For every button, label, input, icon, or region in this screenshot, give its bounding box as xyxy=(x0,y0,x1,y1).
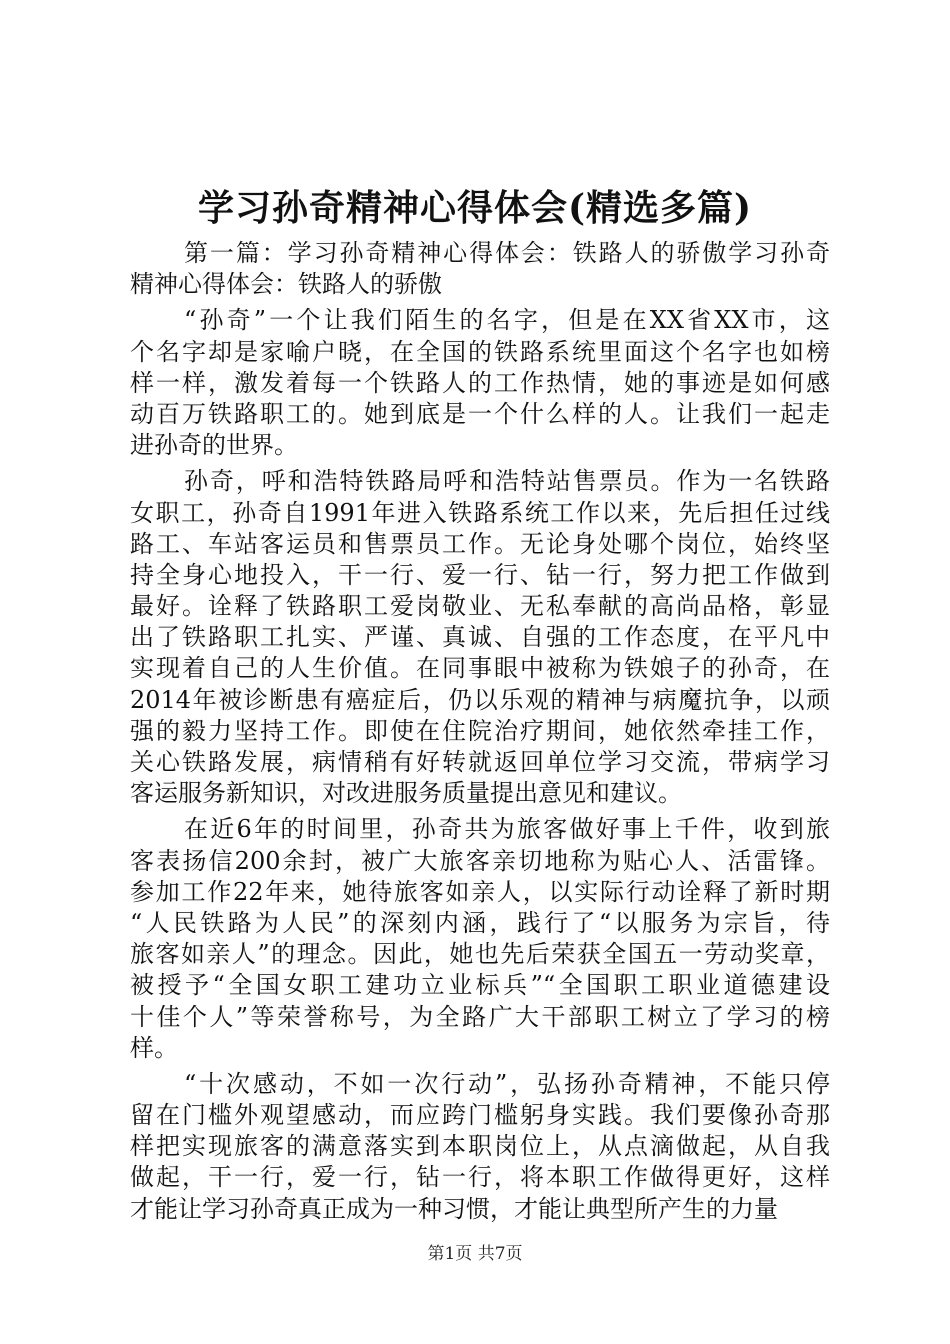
text-line: 关心铁路发展，病情稍有好转就返回单位学习交流，带病学习 xyxy=(130,748,830,776)
text-line: 个名字却是家喻户晓，在全国的铁路系统里面这个名字也如榜 xyxy=(130,337,830,366)
text-line: 参加工作22年来，她待旅客如亲人，以实际行动诠释了新时期 xyxy=(130,877,830,906)
text-line: 路工、车站客运员和售票员工作。无论身处哪个岗位，始终坚 xyxy=(130,529,830,558)
text-line: 实现着自己的人生价值。在同事眼中被称为铁娘子的孙奇，在 xyxy=(130,654,830,683)
paragraph xyxy=(130,1069,830,1225)
text-line: 才能让学习孙奇真正成为一种习惯，才能让典型所产生的力量 xyxy=(130,1194,778,1223)
page-footer: 第1页 共7页 xyxy=(427,1244,523,1264)
document-title: 学习孙奇精神心得体会(精选多篇) xyxy=(197,187,753,229)
text-line: 旅客如亲人”的理念。因此，她也先后荣获全国五一劳动奖章， xyxy=(130,940,830,969)
text-line: 客运服务新知识，对改进服务质量提出意见和建议。 xyxy=(130,779,682,808)
paragraph xyxy=(130,305,830,461)
text-line: 女职工，孙奇自1991年进入铁路系统工作以来，先后担任过线 xyxy=(130,498,830,527)
text-line: 留在门槛外观望感动，而应跨门槛躬身实践。我们要像孙奇那 xyxy=(130,1101,830,1130)
document-body xyxy=(130,238,830,1225)
text-line: 持全身心地投入，干一行、爱一行、钻一行，努力把工作做到 xyxy=(130,560,830,589)
paragraph xyxy=(130,238,830,300)
text-line: 被授予“全国女职工建功立业标兵”“全国职工职业道德建设 xyxy=(130,971,830,1000)
text-line: 样把实现旅客的满意落实到本职岗位上，从点滴做起，从自我 xyxy=(130,1132,830,1161)
text-line: 第一篇：学习孙奇精神心得体会：铁路人的骄傲学习孙奇 xyxy=(184,239,830,267)
text-line: 样一样，激发着每一个铁路人的工作热情，她的事迹是如何感 xyxy=(130,368,830,397)
text-line: 出了铁路职工扎实、严谨、真诚、自强的工作态度，在平凡中 xyxy=(130,623,830,652)
text-line: 孙奇，呼和浩特铁路局呼和浩特站售票员。作为一名铁路 xyxy=(184,467,830,496)
text-line: 做起，干一行，爱一行，钻一行，将本职工作做得更好，这样 xyxy=(130,1163,830,1192)
text-line: 十佳个人”等荣誉称号，为全路广大干部职工树立了学习的榜 xyxy=(130,1002,830,1031)
text-line: 样。 xyxy=(130,1033,178,1062)
text-line: 客表扬信200余封，被广大旅客亲切地称为贴心人、活雷锋。 xyxy=(130,846,830,875)
text-line: 强的毅力坚持工作。即使在住院治疗期间，她依然牵挂工作， xyxy=(130,716,830,745)
text-line: “孙奇”一个让我们陌生的名字，但是在XX省XX市，这 xyxy=(184,306,830,335)
text-line: 进孙奇的世界。 xyxy=(130,431,298,460)
text-line: “十次感动，不如一次行动”，弘扬孙奇精神，不能只停 xyxy=(184,1069,830,1098)
text-line: 动百万铁路职工的。她到底是一个什么样的人。让我们一起走 xyxy=(130,399,830,428)
text-line: 最好。诠释了铁路职工爱岗敬业、无私奉献的高尚品格，彰显 xyxy=(130,592,830,621)
text-line: “人民铁路为人民”的深刻内涵，践行了“以服务为宗旨，待 xyxy=(130,908,830,937)
paragraph xyxy=(130,814,830,1064)
text-line: 2014年被诊断患有癌症后，仍以乐观的精神与病魔抗争，以顽 xyxy=(130,685,830,714)
text-line: 在近6年的时间里，孙奇共为旅客做好事上千件，收到旅 xyxy=(184,815,830,844)
text-line: 精神心得体会：铁路人的骄傲 xyxy=(130,270,442,299)
paragraph xyxy=(130,466,830,809)
